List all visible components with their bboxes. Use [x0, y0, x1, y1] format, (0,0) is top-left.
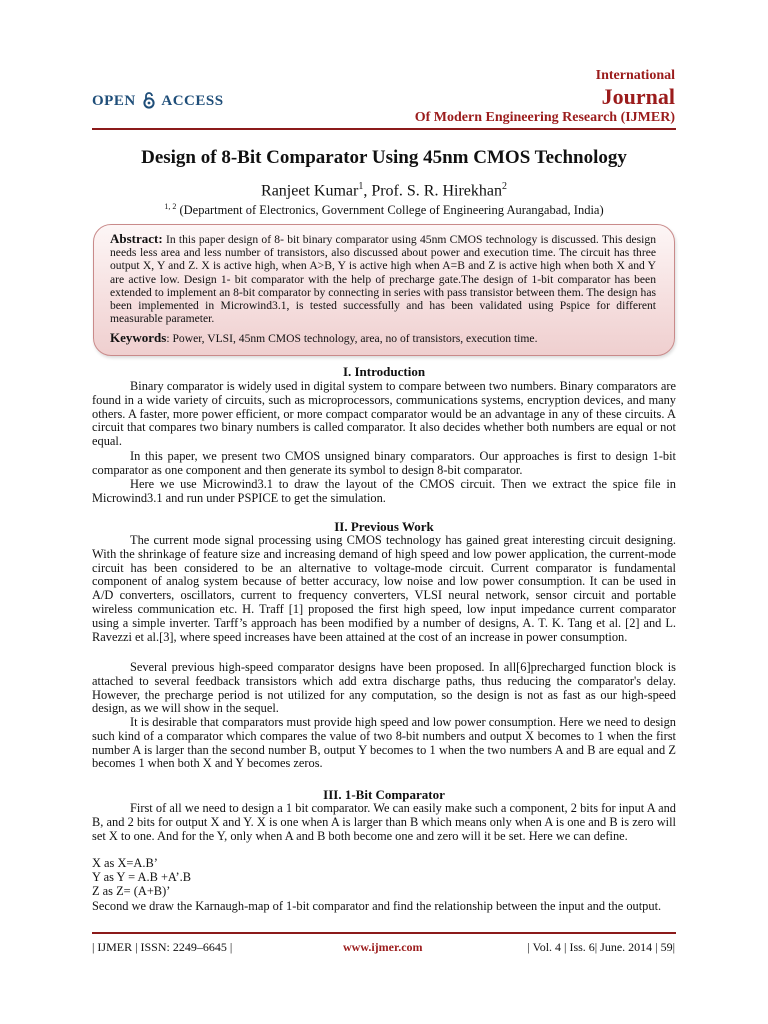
open-label: OPEN — [92, 93, 136, 109]
intro-paragraph-1: Binary comparator is widely used in digital system to compare between two numbers. Binary comparators are found in a wide variety of circuits, such as microprocessors, communications systems, encryption devices, and many others. A faster, more power efficient, or more compact comparator would be an advantage in any of these circuits. A circuit that compares two binary numbers is called comparator. It also decides whether both numbers are equal or not equal. — [92, 379, 676, 449]
keywords — [110, 330, 656, 346]
author-1-sup: 1 — [358, 181, 364, 192]
section-heading-1bit-comparator: III. 1-Bit Comparator — [323, 787, 445, 802]
open-lock-icon — [143, 91, 155, 109]
intro-paragraph-2: In this paper, we present two CMOS unsigned binary comparators. Our approaches is first to design 1-bit comparator as one component and then generate its symbol to design 8-bit comparator. — [92, 449, 676, 477]
header-rule — [92, 128, 676, 130]
previous-work-paragraph-1: The current mode signal processing using CMOS technology has gained great interesting circuit designing. With the shrinkage of feature size and increasing demand of high speed and low power application, the current-mode circuit has been considered to be an alternative to voltage-mode circuit. Current comparator is fundamental component of analog system because of better accuracy, low noise and low power consumption. It can be used in A/D converters, oscillators, current to frequency converters, VLSI neural network, sensor circuit and portable wireless communication etc. H. Traff [1] proposed the first high speed, low input impedance current comparator using a simple inverter. Tarff’s approach has been modified by a number of designs, A. T. K. Tang et al. [2] and L. Ravezzi et al.[3], where speed increases have been attained at the cost of an increase in power consumption. — [92, 533, 676, 644]
intro-paragraph-3: Here we use Microwind3.1 to draw the layout of the CMOS circuit. Then we extract the spice file in Microwind3.1 and run under PSPICE to get the simulation. — [92, 477, 676, 505]
previous-work-paragraph-3: It is desirable that comparators must provide high speed and low power consumption. Here we need to design such kind of a comparator which compares the value of two 8-bit numbers and output X becomes to 1 when the first number A is larger than the second number B, output Y becomes to 1 when the two numbers A and B are equal and Z becomes 1 when both X and Y becomes zeros. — [92, 715, 676, 771]
affiliation-text: (Department of Electronics, Government College of Engineering Aurangabad, India) — [179, 203, 604, 218]
equation-z: Z as Z= (A+B)’ — [92, 884, 171, 898]
equation-x: X as X=A.B’ — [92, 856, 158, 870]
footer-volume-page: | Vol. 4 | Iss. 6| June. 2014 | 59| — [527, 940, 675, 954]
journal-international: International — [595, 68, 675, 83]
journal-name: Journal — [601, 84, 675, 109]
footer-journal-issn: | IJMER | ISSN: 2249–6645 | — [92, 940, 233, 954]
author-1: Ranjeet Kumar — [261, 182, 359, 200]
abstract-text: In this paper design of 8- bit binary comparator using 45nm CMOS technology is discussed. This design needs less area and less number of transistors, also discussed about power and execution time. The circuit has three output X, Y and Z. X is active high, when A>B, Y is active high when A=B and Z is active high when both X and Y are active low. Design 1- bit comparator with the help of precharge gate.The design of 1-bit comparator has been extended to implement an 8-bit comparator by connecting in series with pass transistor between them. The design has been implemented in Microwind3.1, is tested successfully and has been validated using Pspice for different measurable parameter. — [110, 233, 656, 326]
keywords-text: : Power, VLSI, 45nm CMOS technology, area, no of transistors, execution time. — [166, 332, 538, 345]
journal-subtitle: Of Modern Engineering Research (IJMER) — [414, 110, 675, 125]
section-heading-previous-work: II. Previous Work — [334, 519, 434, 534]
access-label: ACCESS — [161, 93, 224, 109]
keywords-label: Keywords — [110, 330, 167, 345]
paper-authors — [60, 181, 708, 200]
section-heading-introduction: I. Introduction — [342, 364, 426, 379]
footer-rule — [92, 932, 676, 934]
open-access-logo — [92, 91, 224, 110]
author-2: Prof. S. R. Hirekhan — [371, 182, 502, 200]
equation-y: Y as Y = A.B +A’.B — [92, 870, 191, 884]
abstract — [110, 232, 656, 325]
paper-title: Design of 8-Bit Comparator Using 45nm CMOS Technology — [141, 147, 627, 168]
previous-work-paragraph-2: Several previous high-speed comparator designs have been proposed. In all[6]precharged function block is attached to several feedback transistors which add extra discharge paths, thus reducing the comparator's delay. However, the precharge period is not utilized for any computation, so the design is not as fast as our high-speed design, as we will show in the sequel. — [92, 660, 676, 716]
author-separator: , — [363, 182, 372, 200]
affiliation-sup: 1, 2 — [164, 202, 177, 211]
abstract-label: Abstract: — [110, 231, 163, 246]
footer-website-link[interactable]: www.ijmer.com — [343, 940, 423, 954]
comparator-paragraph-2: Second we draw the Karnaugh-map of 1-bit comparator and find the relationship between the input and the output. — [92, 899, 662, 913]
paper-affiliation — [60, 202, 708, 218]
comparator-paragraph-1: First of all we need to design a 1 bit comparator. We can easily make such a component, 2 bits for input A and B, and 2 bits for output X and Y. X is one when A is larger than B which means only when A is one and B is zero will set X to one. And for the Y, only when A and B both become one and zero will it be set. Here we can define. — [92, 801, 676, 843]
author-2-sup: 2 — [501, 181, 507, 192]
